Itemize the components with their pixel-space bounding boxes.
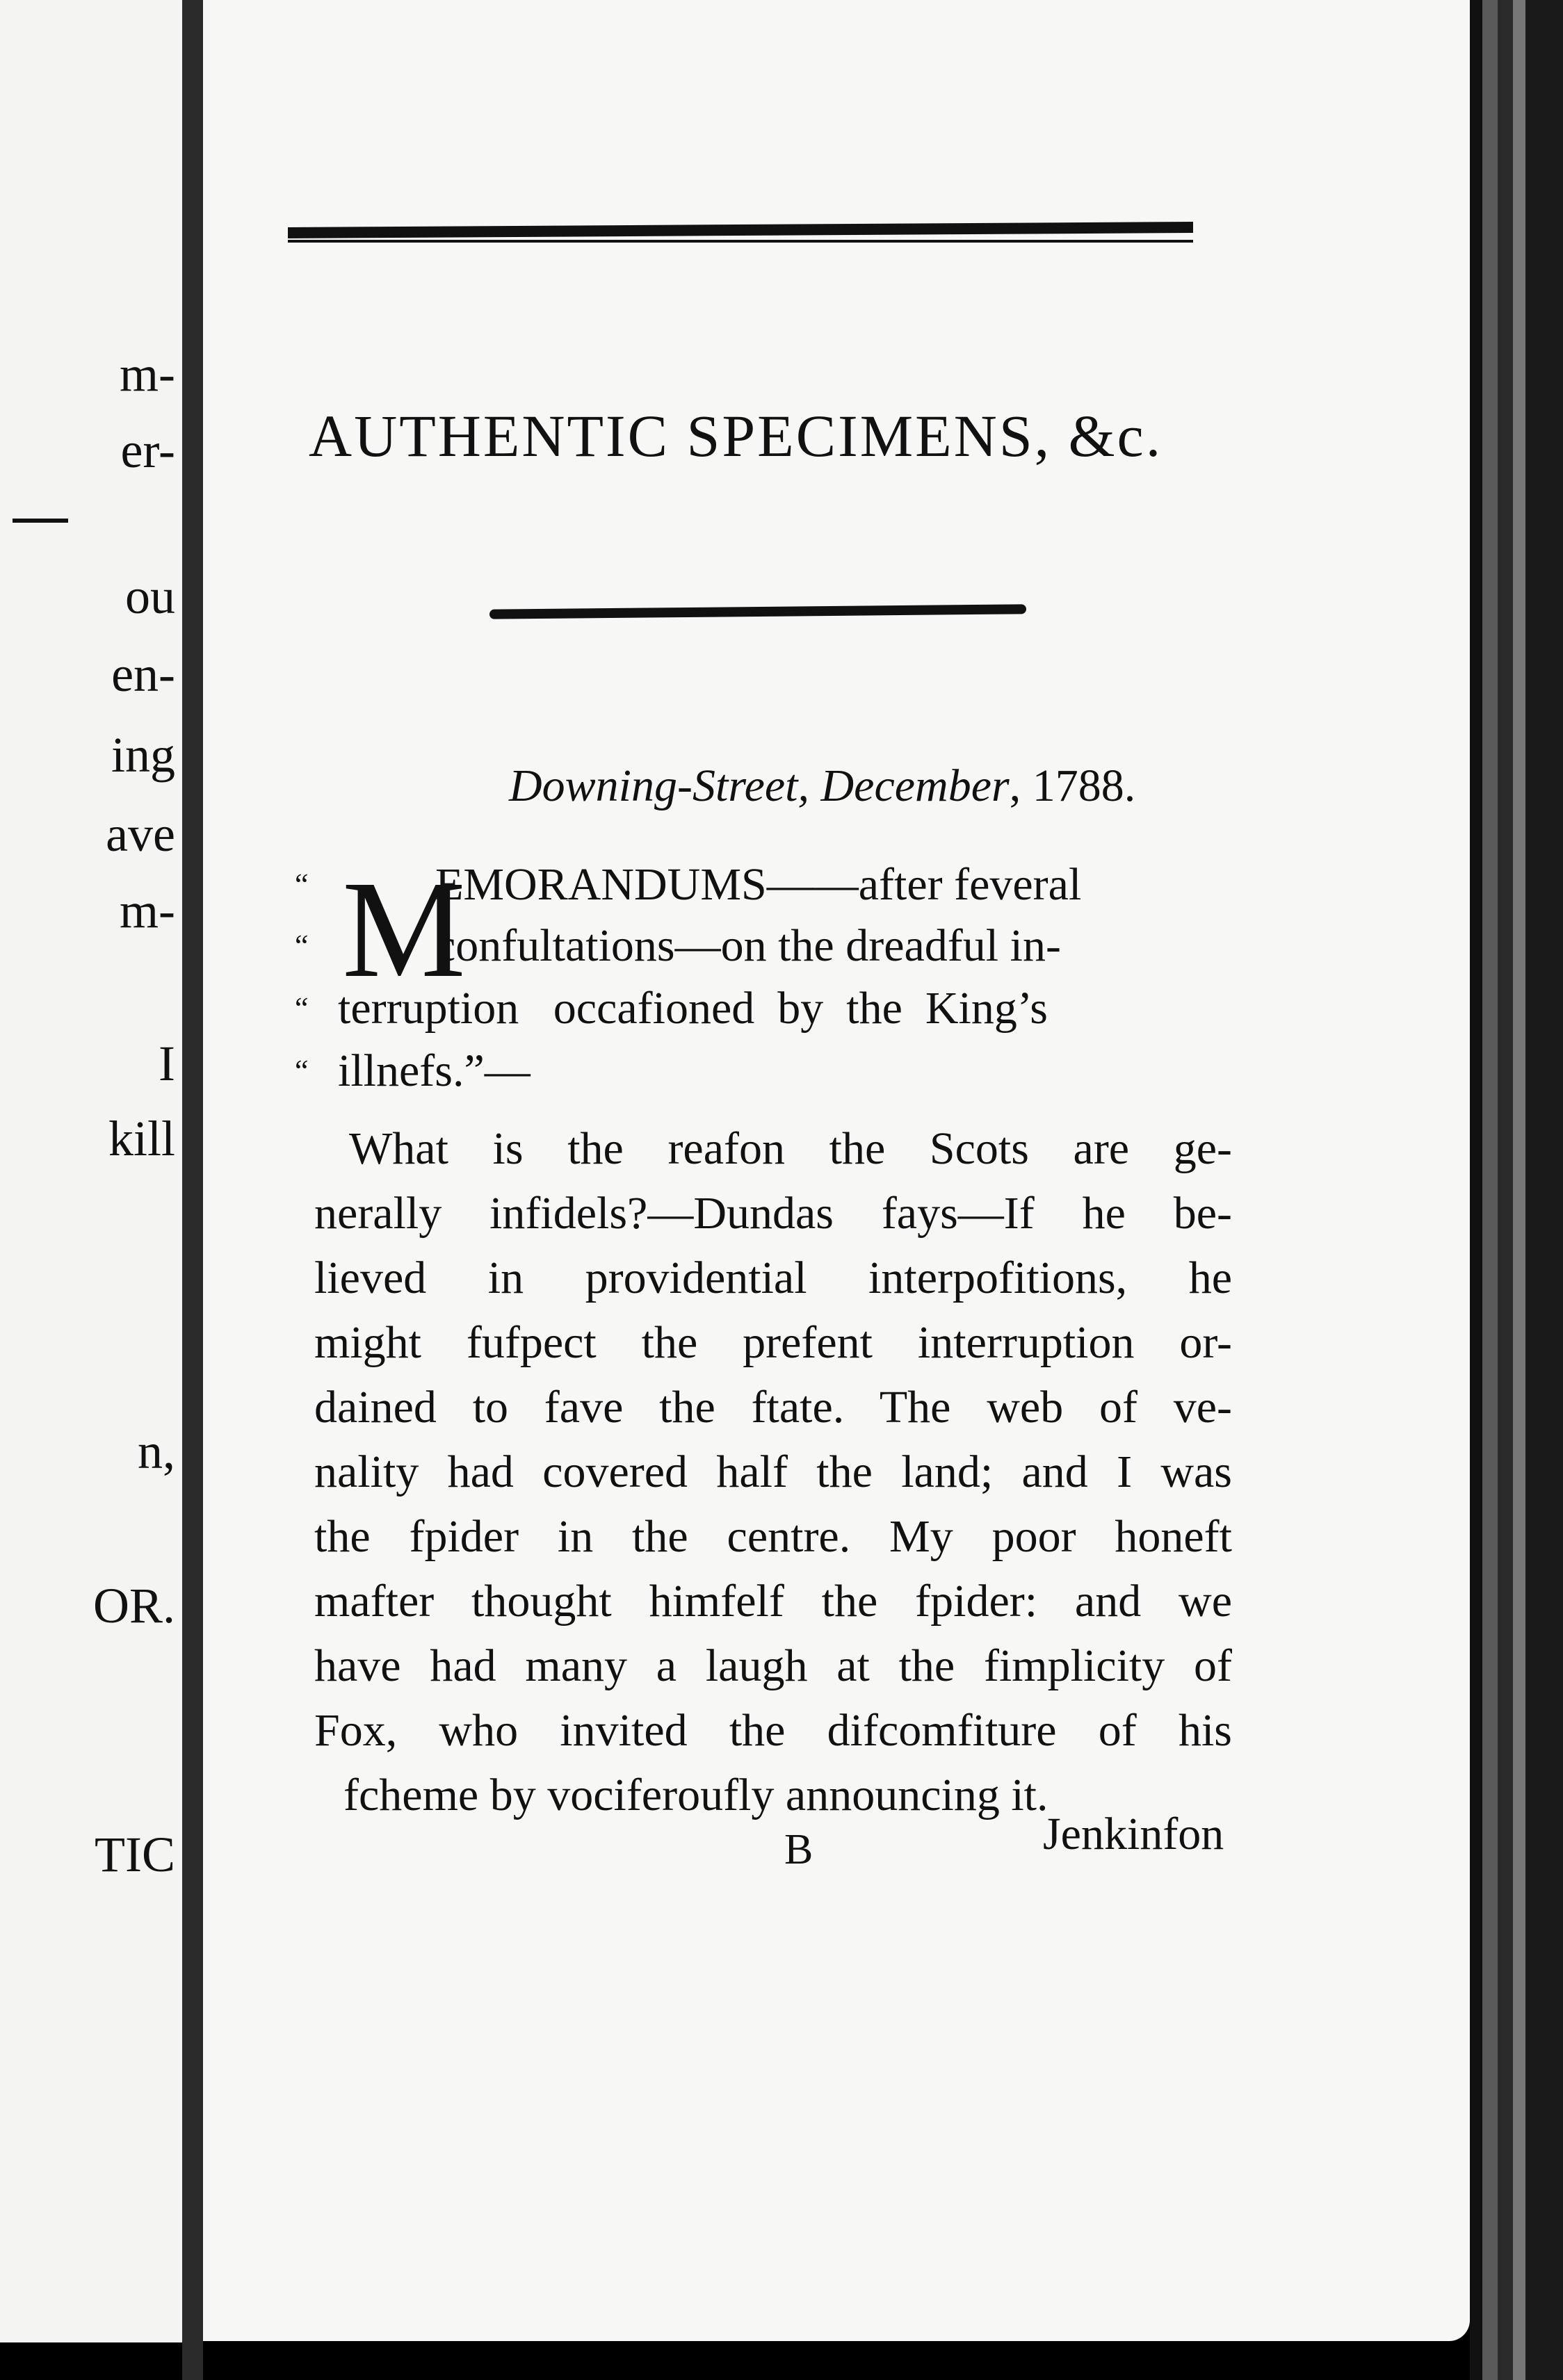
- body-line: have had many a laugh at the fimplicity of: [314, 1640, 1232, 1691]
- facing-page-text: m-: [120, 883, 175, 938]
- tapered-rule: [489, 604, 1026, 619]
- body-line: Fox, who invited the difcomfiture of his: [314, 1705, 1232, 1756]
- page-edges: [1470, 0, 1563, 2380]
- body-line: nality had covered half the land; and I was: [314, 1446, 1232, 1497]
- facing-page-text: kill: [108, 1111, 175, 1166]
- facing-page-text: I: [159, 1036, 175, 1091]
- dateline-year: , 1788.: [1009, 760, 1136, 811]
- body-line: mafter thought himfelf the fpider: and we: [314, 1576, 1232, 1627]
- quote-mark: “: [295, 1054, 309, 1088]
- page-heading: AUTHENTIC SPECIMENS, &c.: [309, 402, 1163, 469]
- memo-line-text: terruption occafioned by the King’s: [338, 983, 1048, 1034]
- body-line: the fpider in the centre. My poor honeft: [314, 1511, 1232, 1562]
- memo-line: [295, 915, 1061, 977]
- memo-line-text: illnefs.”—: [338, 1045, 531, 1096]
- memo-line: [295, 854, 1081, 916]
- double-rule: [288, 225, 1193, 244]
- body-line: nerally infidels?—Dundas fays—If he be-: [314, 1188, 1232, 1239]
- facing-page-text: ing: [111, 727, 175, 783]
- dateline: [509, 760, 1204, 811]
- body-line: dained to fave the ftate. The web of ve-: [314, 1382, 1232, 1433]
- facing-page-text: ave: [106, 806, 175, 862]
- facing-page-dash: [13, 519, 68, 523]
- body-line: lieved in providential interpofitions, he: [314, 1253, 1232, 1303]
- facing-page-text: en-: [111, 646, 175, 702]
- body-line: What is the reafon the Scots are ge-: [349, 1123, 1232, 1174]
- memo-line-text: EMORANDUMS——after feveral: [435, 859, 1082, 910]
- signature-mark: B: [784, 1826, 813, 1873]
- book-page: [203, 0, 1470, 2341]
- facing-page-text: m-: [120, 346, 175, 402]
- quote-mark: “: [295, 867, 309, 902]
- drop-cap: M: [342, 853, 466, 1006]
- facing-page-text: OR.: [92, 1578, 175, 1633]
- dateline-place: Downing-Street, December: [509, 760, 1010, 811]
- facing-page-text: TIC: [95, 1827, 175, 1882]
- quote-mark: “: [295, 991, 309, 1025]
- body-line: might fufpect the prefent interruption or-: [314, 1317, 1232, 1368]
- facing-page-fragment: [0, 0, 182, 2342]
- quote-mark: “: [295, 929, 309, 963]
- memo-line-text: confultations—on the dreadful in-: [435, 920, 1061, 971]
- memo-line: [295, 1040, 531, 1102]
- book-gutter: [182, 0, 203, 2380]
- facing-page-text: ou: [125, 569, 175, 624]
- memo-line: [295, 977, 1048, 1040]
- body-line: fcheme by vociferoufly announcing it.: [343, 1770, 1048, 1820]
- body-paragraph: [314, 1116, 1232, 1827]
- catchword: Jenkinfon: [1043, 1809, 1224, 1859]
- facing-page-text: er-: [120, 423, 175, 478]
- double-rule-thin: [288, 240, 1193, 243]
- double-rule-thick: [288, 222, 1193, 238]
- facing-page-text: n,: [138, 1424, 175, 1479]
